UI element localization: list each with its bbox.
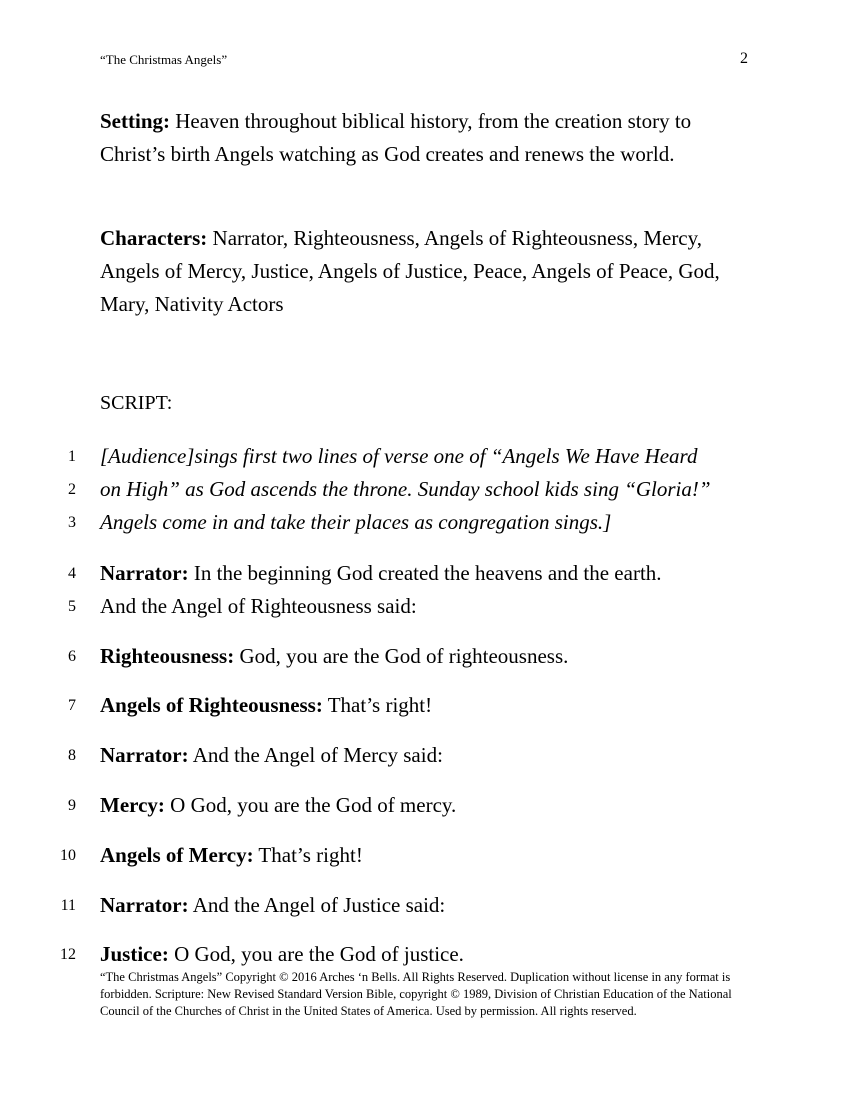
line-number: 9 <box>68 797 76 814</box>
page-header-title: “The Christmas Angels” <box>100 52 228 67</box>
script-line <box>0 938 850 971</box>
stage-direction: [Audience]sings first two lines of verse one of “Angels We Have Heard <box>100 444 698 468</box>
speaker-name: Angels of Righteousness: <box>100 693 323 717</box>
copyright-footer: “The Christmas Angels” Copyright © 2016 Arches ‘n Bells. All Rights Reserved. Duplication without license in any format is forbidden. Scripture: New Revised Standard Version Bible, copyright © 1989, Division of Christian Education of the National Council of the Churches of Christ in the United States of America. Used by permission. All rights reserved. <box>100 970 732 1018</box>
characters-label: Characters: <box>100 226 208 250</box>
line-number: 7 <box>68 697 76 714</box>
script-line <box>0 839 850 872</box>
stage-direction: on High” as God ascends the throne. Sunday school kids sing “Gloria!” <box>100 477 711 501</box>
line-content <box>100 839 363 872</box>
dialogue-text: O God, you are the God of mercy. <box>164 793 457 817</box>
dialogue-text: And the Angel of Righteousness said: <box>100 594 417 618</box>
line-content <box>100 739 443 772</box>
characters-text: Narrator, Righteousness, Angels of Righteousness, Mercy, Angels of Mercy, Justice, Angels of Justice, Peace, Angels of Peace, God, Mary, Nativity Actors <box>100 226 720 316</box>
script-heading: SCRIPT: <box>100 392 173 414</box>
line-number: 4 <box>68 565 76 582</box>
line-number: 10 <box>60 847 76 864</box>
line-number: 12 <box>60 946 76 963</box>
dialogue-text: O God, you are the God of justice. <box>168 942 464 966</box>
characters-paragraph <box>100 222 760 321</box>
script-line <box>0 557 850 590</box>
line-content <box>100 889 445 922</box>
setting-paragraph <box>100 105 760 171</box>
setting-text: Heaven throughout biblical history, from the creation story to Christ’s birth Angels watching as God creates and renews the world. <box>100 109 692 166</box>
dialogue-text: And the Angel of Justice said: <box>188 893 446 917</box>
line-content <box>100 557 662 590</box>
line-content <box>100 938 464 971</box>
speaker-name: Justice: <box>100 942 169 966</box>
dialogue-text: God, you are the God of righteousness. <box>234 644 569 668</box>
line-content <box>100 640 568 673</box>
page-number: 2 <box>740 50 748 67</box>
line-number: 1 <box>68 448 76 465</box>
script-line <box>0 689 850 722</box>
dialogue-text: That’s right! <box>322 693 433 717</box>
script-line <box>0 640 850 673</box>
speaker-name: Mercy: <box>100 793 165 817</box>
line-number: 6 <box>68 648 76 665</box>
speaker-name: Righteousness: <box>100 644 235 668</box>
dialogue-text: In the beginning God created the heavens and the earth. <box>188 561 662 585</box>
speaker-name: Narrator: <box>100 561 189 585</box>
dialogue-text: And the Angel of Mercy said: <box>188 743 443 767</box>
script-line <box>0 473 850 506</box>
line-number: 2 <box>68 481 76 498</box>
script-line <box>0 739 850 772</box>
line-number: 5 <box>68 598 76 615</box>
speaker-name: Narrator: <box>100 743 189 767</box>
script-line <box>0 590 850 623</box>
line-content <box>100 789 456 822</box>
dialogue-text: That’s right! <box>253 843 363 867</box>
script-line <box>0 440 850 473</box>
line-number: 3 <box>68 514 76 531</box>
script-line <box>0 889 850 922</box>
script-line <box>0 789 850 822</box>
line-number: 8 <box>68 747 76 764</box>
speaker-name: Angels of Mercy: <box>100 843 254 867</box>
setting-label: Setting: <box>100 109 170 133</box>
speaker-name: Narrator: <box>100 893 189 917</box>
script-line <box>0 506 850 539</box>
line-number: 11 <box>60 897 76 914</box>
line-content <box>100 689 432 722</box>
stage-direction: Angels come in and take their places as congregation sings.] <box>100 510 612 534</box>
